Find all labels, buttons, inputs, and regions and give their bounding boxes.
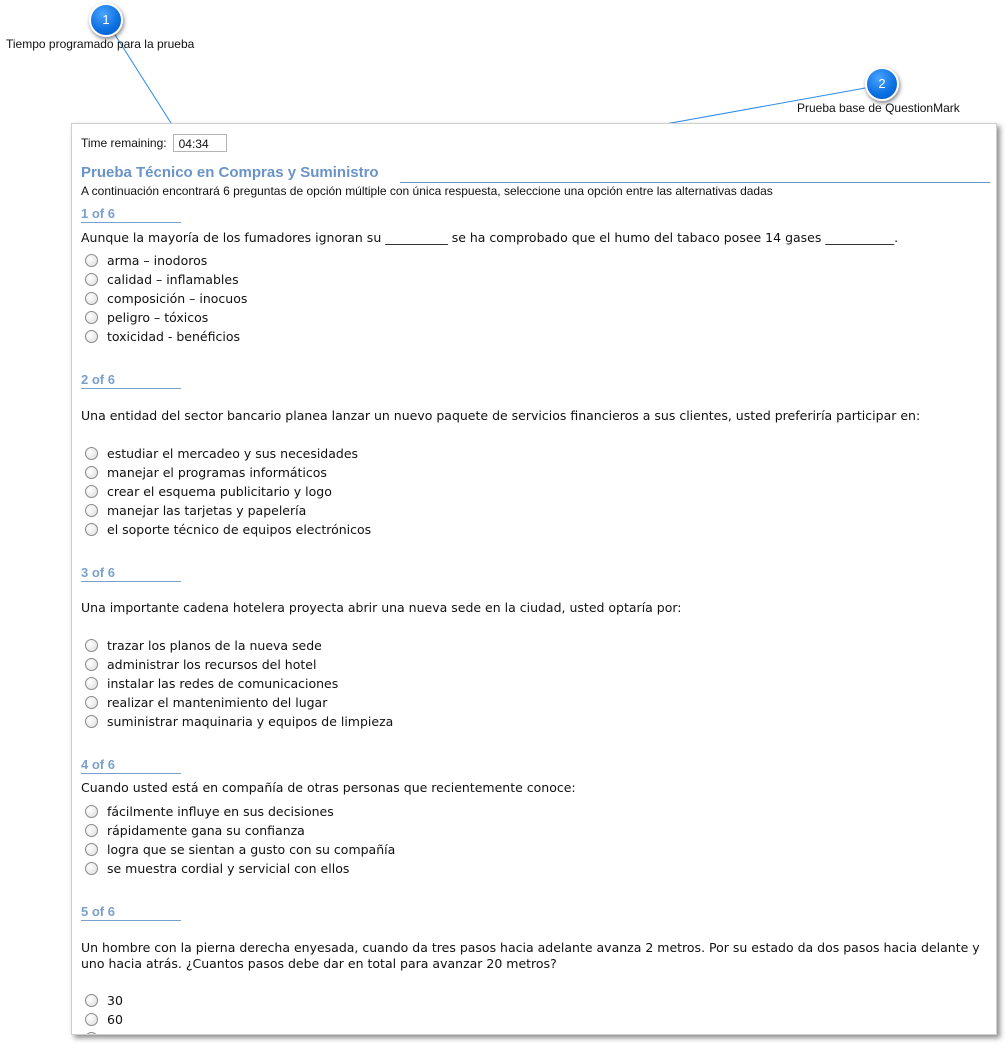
option-label: calidad – inflamables — [107, 272, 239, 287]
radio-button[interactable] — [85, 639, 98, 652]
option-label: arma – inodoros — [107, 253, 208, 268]
option[interactable] — [85, 270, 247, 289]
radio-button[interactable] — [85, 292, 98, 305]
question-5-options — [85, 991, 123, 1035]
option-label: trazar los planos de la nueva sede — [107, 638, 322, 653]
callout-2-text: Prueba base de QuestionMark — [797, 101, 960, 115]
option[interactable] — [85, 308, 247, 327]
option-label: composición – inocuos — [107, 291, 248, 306]
option[interactable] — [85, 1010, 123, 1029]
radio-button[interactable] — [85, 658, 98, 671]
option-label: manejar el programas informáticos — [107, 465, 327, 480]
title-divider — [400, 182, 990, 183]
radio-button[interactable] — [85, 843, 98, 856]
option-label: instalar las redes de comunicaciones — [107, 676, 339, 691]
radio-button[interactable] — [85, 1032, 98, 1035]
option[interactable] — [85, 859, 395, 878]
radio-button[interactable] — [85, 254, 98, 267]
option-label: suministrar maquinaria y equipos de limpieza — [107, 714, 394, 729]
option[interactable] — [85, 821, 395, 840]
option[interactable] — [85, 655, 393, 674]
radio-button[interactable] — [85, 715, 98, 728]
option[interactable] — [85, 327, 247, 346]
radio-button[interactable] — [85, 523, 98, 536]
option[interactable] — [85, 251, 247, 270]
radio-button[interactable] — [85, 330, 98, 343]
question-1-text: Aunque la mayoría de los fumadores ignoran su __________ se ha comprobado que el humo del tabaco posee 14 gases ___________. — [81, 230, 899, 245]
option[interactable] — [85, 636, 393, 655]
radio-button[interactable] — [85, 466, 98, 479]
option-label: administrar los recursos del hotel — [107, 657, 317, 672]
radio-button[interactable] — [85, 311, 98, 324]
radio-button[interactable] — [85, 504, 98, 517]
question-2-text: Una entidad del sector bancario planea lanzar un nuevo paquete de servicios financieros a sus clientes, usted preferiría participar en: — [81, 408, 921, 423]
question-2-options — [85, 444, 371, 539]
option[interactable] — [85, 802, 395, 821]
radio-button[interactable] — [85, 862, 98, 875]
option[interactable] — [85, 482, 371, 501]
question-3-text: Una importante cadena hotelera proyecta abrir una nueva sede en la ciudad, usted optaría por: — [81, 600, 682, 615]
radio-button[interactable] — [85, 824, 98, 837]
timer-row — [81, 134, 227, 152]
question-4-options — [85, 802, 395, 878]
callout-2-badge: 2 — [865, 67, 899, 101]
option[interactable] — [85, 501, 371, 520]
question-4-text: Cuando usted está en compañía de otras personas que recientemente conoce: — [81, 780, 576, 795]
timer-label: Time remaining: — [81, 136, 167, 150]
option-label: se muestra cordial y servicial con ellos — [107, 861, 350, 876]
option-label: estudiar el mercadeo y sus necesidades — [107, 446, 359, 461]
radio-button[interactable] — [85, 696, 98, 709]
radio-button[interactable] — [85, 677, 98, 690]
option-label: logra que se sientan a gusto con su compañía — [107, 842, 396, 857]
option-label: realizar el mantenimiento del lugar — [107, 695, 328, 710]
option[interactable] — [85, 463, 371, 482]
page-title: Prueba Técnico en Compras y Suministro — [81, 164, 379, 181]
test-panel — [71, 123, 997, 1035]
option[interactable] — [85, 840, 395, 859]
callout-1-badge: 1 — [89, 3, 123, 37]
option-label: manejar las tarjetas y papelería — [107, 503, 307, 518]
option[interactable] — [85, 1029, 123, 1035]
option[interactable] — [85, 674, 393, 693]
test-instructions: A continuación encontrará 6 preguntas de opción múltiple con única respuesta, seleccione una opción entre las alternativas dadas — [81, 184, 773, 198]
option-label: rápidamente gana su confianza — [107, 823, 305, 838]
question-5-header: 5 of 6 — [81, 904, 181, 921]
question-2-header: 2 of 6 — [81, 372, 181, 389]
option-label: 60 — [107, 1012, 123, 1027]
option-label: toxicidad - benéficios — [107, 329, 240, 344]
option[interactable] — [85, 520, 371, 539]
option[interactable] — [85, 712, 393, 731]
question-1-options — [85, 251, 247, 346]
question-5-text: Un hombre con la pierna derecha enyesada, cuando da tres pasos hacia adelante avanza 2 metros. Por su estado da dos pasos hacia delante y uno hacia atrás. ¿Cuantos pasos debe dar en total para avanzar 20 metros? — [81, 940, 980, 971]
option[interactable] — [85, 991, 123, 1010]
question-3-options — [85, 636, 393, 731]
option[interactable] — [85, 693, 393, 712]
question-1-header: 1 of 6 — [81, 206, 181, 223]
radio-button[interactable] — [85, 994, 98, 1007]
option-label: 30 — [107, 993, 123, 1008]
radio-button[interactable] — [85, 485, 98, 498]
question-4-header: 4 of 6 — [81, 757, 181, 774]
question-3-header: 3 of 6 — [81, 565, 181, 582]
radio-button[interactable] — [85, 447, 98, 460]
option[interactable] — [85, 444, 371, 463]
option[interactable] — [85, 289, 247, 308]
option-label: crear el esquema publicitario y logo — [107, 484, 332, 499]
radio-button[interactable] — [85, 273, 98, 286]
option-label: peligro – tóxicos — [107, 310, 209, 325]
radio-button[interactable] — [85, 805, 98, 818]
callout-1-text: Tiempo programado para la prueba — [6, 37, 195, 51]
option-label: fácilmente influye en sus decisiones — [107, 804, 334, 819]
timer-value: 04:34 — [173, 134, 227, 152]
radio-button[interactable] — [85, 1013, 98, 1026]
option-label: el soporte técnico de equipos electrónicos — [107, 522, 372, 537]
